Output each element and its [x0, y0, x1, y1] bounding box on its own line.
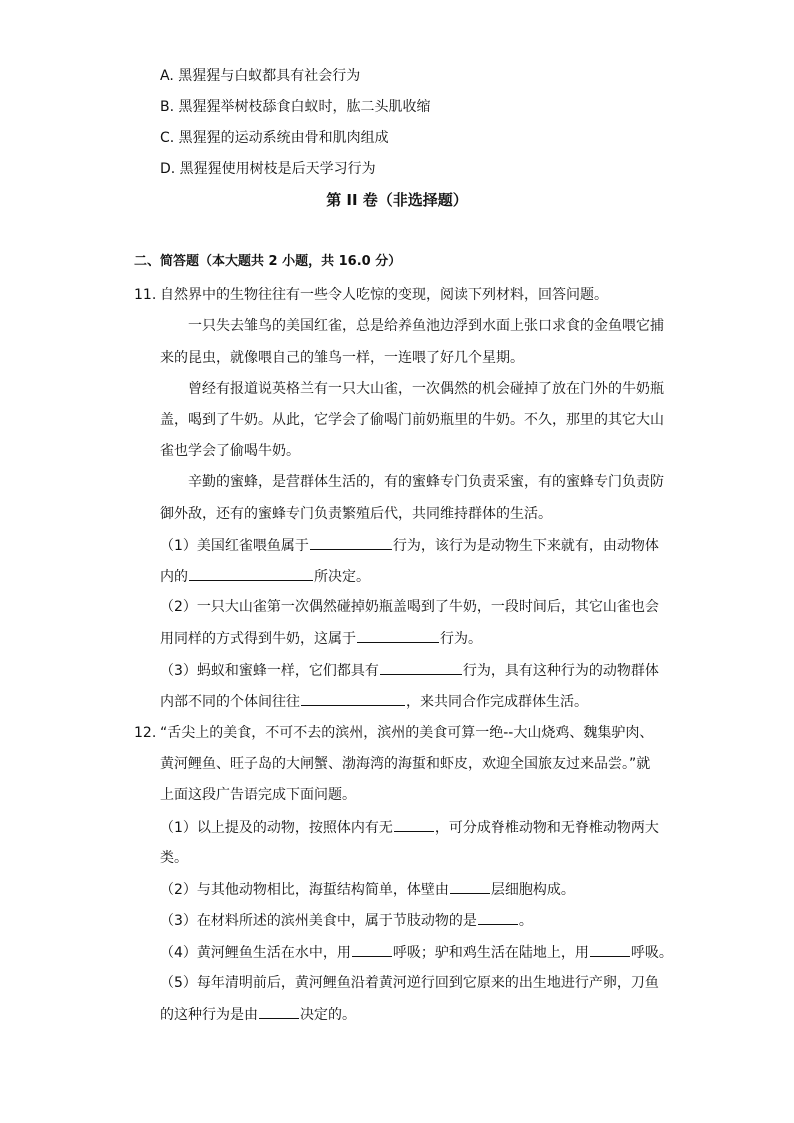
- q11-paragraph-2-line-1: 曾经有报道说英格兰有一只大山雀，一次偶然的机会碰掉了放在门外的牛奶瓶: [188, 381, 664, 397]
- q11-paragraph-1-line-1: 一只失去雏鸟的美国红雀，总是给养鱼池边浮到水面上张口求食的金鱼喂它捕: [188, 318, 664, 334]
- text: ，来共同合作完成群体生活。: [406, 694, 588, 710]
- answer-blank[interactable]: [310, 535, 392, 550]
- text: 决定的。: [300, 1007, 356, 1023]
- text: 行为。: [440, 631, 482, 647]
- q12-subquestion-5-line-2: [160, 1004, 356, 1025]
- text: 呼吸。: [630, 945, 673, 961]
- text: 层细胞构成。: [490, 882, 575, 898]
- answer-blank[interactable]: [380, 660, 462, 675]
- q11-subquestion-1-line-2: [160, 566, 370, 587]
- text: ，可分成脊椎动物和无脊椎动物两大: [434, 820, 659, 836]
- answer-blank[interactable]: [301, 691, 405, 706]
- option-b: B. 黑猩猩举树枝舔食白蚁时，肱二头肌收缩: [160, 99, 431, 115]
- q12-subquestion-4: [160, 942, 673, 963]
- text: （3）蚂蚁和蜜蜂一样，它们都具有: [160, 663, 379, 679]
- q12-text-line-1: “舌尖上的美食，不可不去的滨州，滨州的美食可算一绝--大山烧鸡、魏集驴肉、: [160, 725, 654, 741]
- option-d: D. 黑猩猩使用树枝是后天学习行为: [160, 161, 376, 177]
- q11-paragraph-3-line-1: 辛勤的蜜蜂，是营群体生活的，有的蜜蜂专门负责采蜜，有的蜜蜂专门负责防: [188, 474, 664, 490]
- q11-paragraph-2-line-2: 盖，喝到了牛奶。从此，它学会了偷喝门前奶瓶里的牛奶。不久，那里的其它大山: [160, 412, 664, 428]
- answer-blank[interactable]: [189, 566, 313, 581]
- q11-paragraph-2-line-3: 雀也学会了偷喝牛奶。: [160, 443, 300, 459]
- q12-subquestion-1-line-1: [160, 817, 659, 838]
- q12-text-line-2: 黄河鲤鱼、旺子岛的大闸蟹、渤海湾的海蜇和虾皮，欢迎全国旅友过来品尝。”就: [160, 756, 651, 772]
- q11-subquestion-2-line-2: [160, 628, 482, 649]
- section-title: 第 II 卷（非选择题）: [326, 191, 468, 209]
- text: （1）以上提及的动物，按照体内有无: [160, 820, 393, 836]
- text: （3）在材料所述的滨州美食中，属于节肢动物的是: [160, 913, 477, 929]
- text: 所决定。: [314, 569, 370, 585]
- q11-paragraph-1-line-2: 来的昆虫，就像喂自己的雏鸟一样，一连喂了好几个星期。: [160, 350, 524, 366]
- text: 行为，具有这种行为的动物群体: [462, 663, 659, 679]
- q11-subquestion-3-line-1: [160, 660, 659, 681]
- q11-subquestion-2-line-1: （2）一只大山雀第一次偶然碰掉奶瓶盖喝到了牛奶，一段时间后，其它山雀也会: [160, 599, 659, 615]
- answer-blank[interactable]: [352, 942, 392, 957]
- text: 内部不同的个体间往往: [160, 694, 300, 710]
- part-heading: 二、简答题（本大题共 2 小题，共 16.0 分）: [134, 254, 402, 269]
- q12-subquestion-5-line-1: （5）每年清明前后，黄河鲤鱼沿着黄河逆行回到它原来的出生地进行产卵，刀鱼: [160, 975, 659, 991]
- q12-text-line-3: 上面这段广告语完成下面问题。: [160, 787, 356, 803]
- q11-subquestion-1-line-1: [160, 535, 659, 556]
- text: 用同样的方式得到牛奶，这属于: [160, 631, 356, 647]
- q11-paragraph-3-line-2: 御外敌，还有的蜜蜂专门负责繁殖后代，共同维持群体的生活。: [160, 506, 552, 522]
- text: 行为，该行为是动物生下来就有，由动物体: [392, 538, 659, 554]
- answer-blank[interactable]: [450, 879, 490, 894]
- answer-blank[interactable]: [357, 628, 439, 643]
- q11-subquestion-3-line-2: [160, 691, 588, 712]
- q12-subquestion-1-line-2: 类。: [160, 850, 188, 866]
- text: （1）美国红雀喂鱼属于: [160, 538, 309, 554]
- q12-subquestion-2: [160, 879, 575, 900]
- text: 。: [518, 913, 533, 929]
- text: 的这种行为是由: [160, 1007, 258, 1023]
- text: 呼吸；驴和鸡生活在陆地上，用: [392, 945, 589, 961]
- text: （4）黄河鲤鱼生活在水中，用: [160, 945, 351, 961]
- answer-blank[interactable]: [478, 910, 518, 925]
- option-c: C. 黑猩猩的运动系统由骨和肌肉组成: [160, 130, 389, 146]
- text: 内的: [160, 569, 188, 585]
- answer-blank[interactable]: [259, 1004, 299, 1019]
- answer-blank[interactable]: [590, 942, 630, 957]
- q12-subquestion-3: [160, 910, 533, 931]
- q11-intro: 自然界中的生物往往有一些令人吃惊的变现，阅读下列材料，回答问题。: [160, 287, 608, 303]
- question-number-12: 12.: [134, 725, 157, 741]
- option-a: A. 黑猩猩与白蚁都具有社会行为: [160, 68, 361, 84]
- question-number-11: 11.: [134, 287, 157, 303]
- text: （2）与其他动物相比，海蜇结构简单，体壁由: [160, 882, 449, 898]
- answer-blank[interactable]: [394, 817, 434, 832]
